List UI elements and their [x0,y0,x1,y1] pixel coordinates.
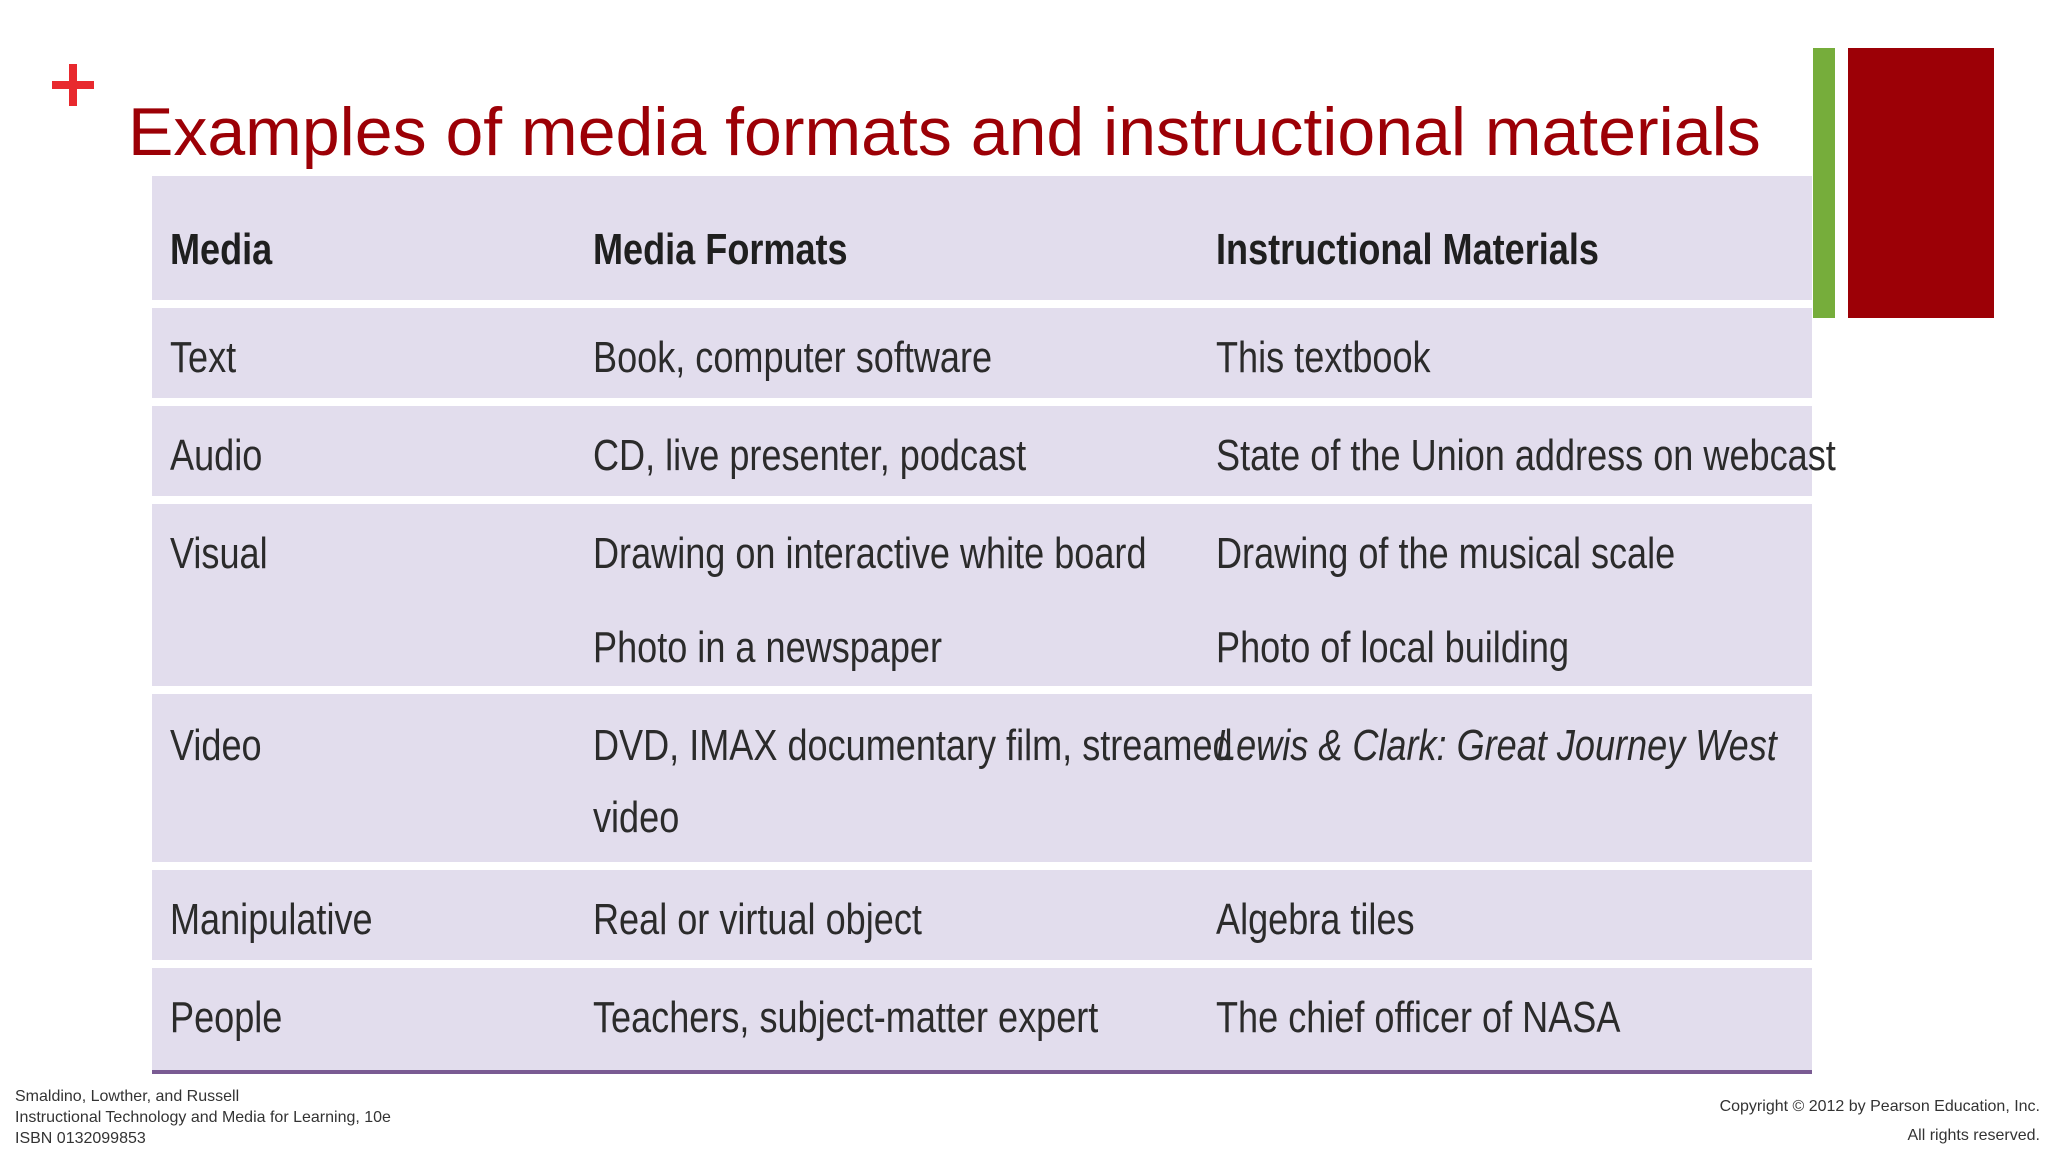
cell-materials: Lewis & Clark: Great Journey West [1216,721,1777,770]
header-instructional-materials: Instructional Materials [1216,225,1599,274]
cell-materials: The chief officer of NASA [1216,993,1621,1042]
table-row [152,870,1812,960]
cell-materials: This textbook [1216,333,1431,382]
cell-formats: Drawing on interactive white board [593,529,1147,578]
citation-authors: Smaldino, Lowther, and Russell [15,1088,240,1105]
header-media: Media [170,225,273,274]
cell-media: Visual [170,529,268,578]
table-row [152,968,1812,1070]
cell-formats: Photo in a newspaper [593,623,943,672]
table-row [152,308,1812,398]
header-media-formats: Media Formats [593,225,848,274]
cell-formats: Teachers, subject-matter expert [593,993,1099,1042]
cell-formats: CD, live presenter, podcast [593,431,1027,480]
cell-formats: DVD, IMAX documentary film, streamed [593,721,1233,770]
table-row [152,504,1812,686]
cell-media: Video [170,721,262,770]
table-row [152,406,1836,496]
citation [15,1086,391,1149]
cell-media: Manipulative [170,895,373,944]
copyright-line: Copyright © 2012 by Pearson Education, Inc. [1719,1098,2040,1115]
red-accent-block [1848,48,1994,318]
cell-media: People [170,993,283,1042]
copyright [1720,1092,2040,1150]
cell-materials: State of the Union address on webcast [1216,431,1836,480]
cell-materials: Drawing of the musical scale [1216,529,1676,578]
table-row [152,694,1812,862]
cell-formats: video [593,793,680,842]
table-header-row [152,176,1812,300]
cell-formats: Book, computer software [593,333,993,382]
cell-media: Audio [170,431,263,480]
cell-materials: Photo of local building [1216,623,1570,672]
green-accent-bar [1813,48,1835,318]
cell-media: Text [170,333,237,382]
slide-title: Examples of media formats and instructional materials [128,94,1761,170]
cell-formats: Real or virtual object [593,895,922,944]
plus-icon [52,64,94,106]
citation-book-title: Instructional Technology and Media for Learning, 10e [15,1109,391,1126]
media-table [152,176,1836,1074]
cell-materials: Algebra tiles [1216,895,1415,944]
citation-isbn: ISBN 0132099853 [15,1130,146,1147]
rights-line: All rights reserved. [1907,1127,2040,1144]
